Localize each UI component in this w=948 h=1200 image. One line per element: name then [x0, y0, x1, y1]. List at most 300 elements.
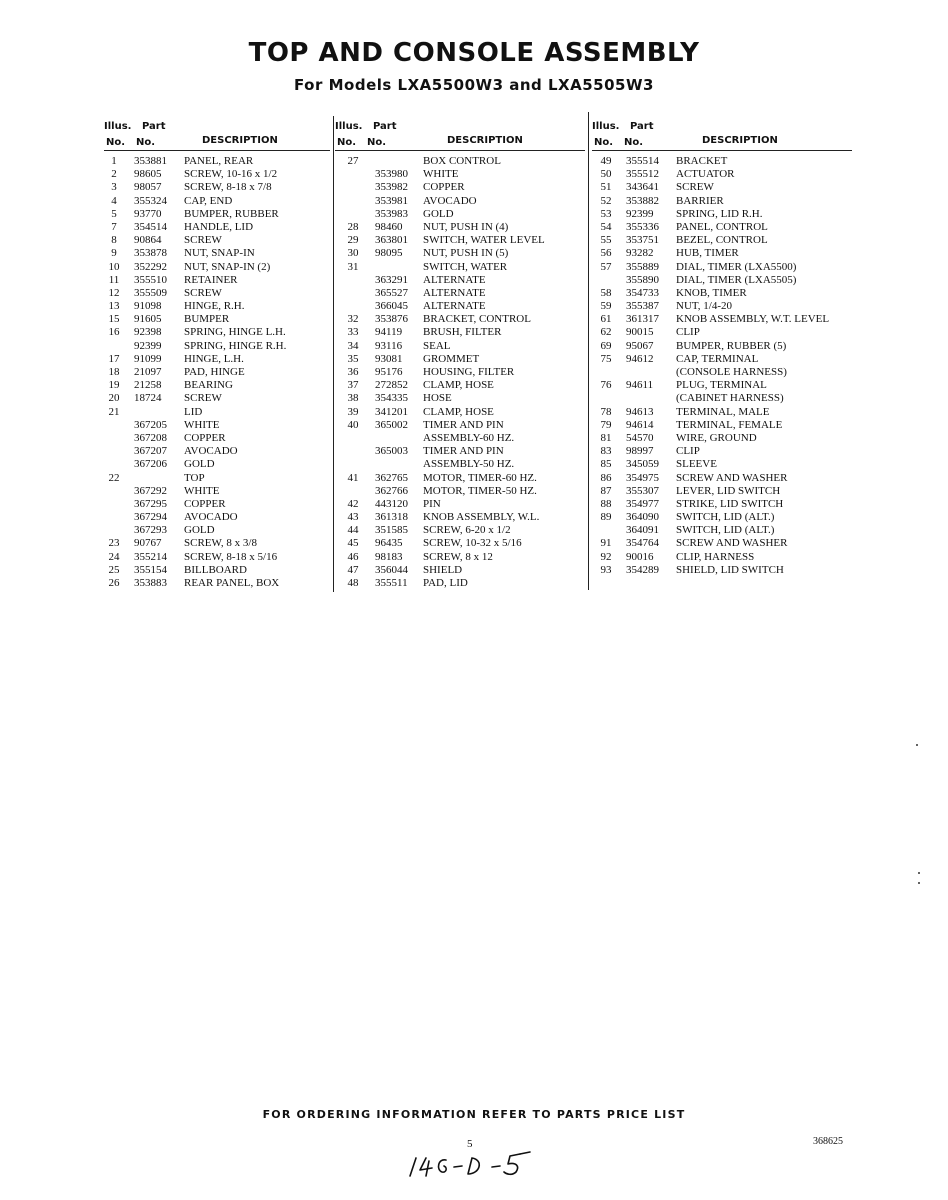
illus-number: 36 — [347, 366, 359, 378]
header-description: DESCRIPTION — [702, 135, 778, 146]
illus-number: 76 — [600, 379, 612, 392]
parts-row — [104, 392, 330, 405]
illus-number: 2 — [111, 168, 117, 181]
header-illus: Illus. — [104, 121, 132, 132]
part-number: 353982 — [375, 181, 408, 194]
illus-number: 38 — [347, 392, 359, 405]
parts-row — [335, 300, 585, 313]
part-number: 95067 — [626, 339, 654, 352]
part-number: 95176 — [375, 366, 403, 378]
part-number: 362765 — [375, 471, 408, 484]
part-number: 353751 — [626, 234, 659, 247]
part-number: 18724 — [134, 392, 162, 405]
part-number: 356044 — [375, 563, 408, 576]
illus-number: 56 — [600, 247, 612, 260]
parts-row — [335, 577, 585, 590]
part-number: 94119 — [375, 326, 403, 339]
part-description: SCREW AND WASHER — [676, 537, 788, 550]
header-illus: Illus. — [335, 121, 363, 132]
parts-row — [592, 392, 852, 405]
illus-number: 11 — [108, 273, 120, 286]
parts-row — [335, 485, 585, 498]
header-part: Part — [142, 121, 166, 132]
part-number: 354764 — [626, 537, 659, 550]
parts-row — [104, 287, 330, 300]
part-description: HANDLE, LID — [184, 220, 254, 233]
illus-number: 42 — [347, 497, 359, 510]
part-description: ASSEMBLY-50 HZ. — [423, 458, 515, 471]
part-description: BRACKET — [676, 155, 728, 167]
part-description: SCREW, 10-32 x 5/16 — [423, 537, 522, 550]
illus-number: 25 — [108, 563, 120, 576]
part-description: BEZEL, CONTROL — [676, 234, 768, 247]
part-number: 343641 — [626, 181, 659, 194]
part-description: PANEL, CONTROL — [676, 220, 768, 233]
part-description: WIRE, GROUND — [676, 431, 757, 444]
parts-row — [592, 168, 852, 181]
part-number: 90015 — [626, 326, 654, 339]
part-number: 90016 — [626, 550, 654, 563]
part-description: CAP, TERMINAL — [676, 352, 759, 365]
parts-row — [592, 261, 852, 274]
illus-number: 29 — [347, 234, 359, 247]
illus-number: 8 — [111, 234, 117, 247]
part-description: ASSEMBLY-60 HZ. — [423, 431, 515, 444]
part-description: SWITCH, LID (ALT.) — [676, 524, 775, 537]
part-description: BARRIER — [676, 194, 724, 207]
parts-row — [335, 392, 585, 405]
part-description: TOP — [184, 471, 205, 484]
parts-row — [335, 234, 585, 247]
header-description: DESCRIPTION — [202, 135, 278, 146]
page-subtitle: For Models LXA5500W3 and LXA5505W3 — [294, 76, 654, 94]
parts-row — [592, 247, 852, 260]
parts-row — [104, 340, 330, 353]
parts-row — [592, 366, 852, 379]
part-description: CLIP — [676, 326, 700, 339]
parts-row — [592, 300, 852, 313]
part-description: COPPER — [184, 431, 226, 444]
part-number: 98095 — [375, 247, 403, 260]
parts-row — [592, 485, 852, 498]
parts-row — [104, 168, 330, 181]
parts-row — [592, 234, 852, 247]
illus-number: 13 — [108, 300, 120, 313]
part-number: 91099 — [134, 352, 162, 365]
part-number: 92399 — [134, 339, 162, 352]
column-divider-1 — [333, 116, 334, 592]
illus-number: 15 — [108, 313, 120, 326]
part-description: GROMMET — [423, 352, 480, 365]
part-number: 365002 — [375, 418, 408, 431]
page-number: 5 — [467, 1138, 473, 1150]
parts-row — [335, 313, 585, 326]
part-description: SCREW — [184, 392, 222, 405]
part-number: 353981 — [375, 194, 408, 207]
part-number: 353883 — [134, 577, 167, 589]
header-part: Part — [630, 121, 654, 132]
column-header — [104, 118, 330, 151]
part-description: PLUG, TERMINAL — [676, 379, 767, 392]
part-number: 92398 — [134, 326, 162, 339]
illus-number: 81 — [600, 431, 612, 444]
part-description: HINGE, L.H. — [184, 352, 244, 365]
part-description: SCREW, 6-20 x 1/2 — [423, 524, 511, 537]
header-description: DESCRIPTION — [447, 135, 523, 146]
part-number: 90767 — [134, 537, 162, 550]
parts-row — [104, 247, 330, 260]
parts-row — [104, 564, 330, 577]
illus-number: 93 — [600, 563, 612, 576]
part-description: ALTERNATE — [423, 300, 486, 313]
parts-row — [104, 208, 330, 221]
part-description: NUT, PUSH IN (4) — [423, 220, 509, 233]
column-header — [592, 118, 852, 151]
part-description: MOTOR, TIMER-60 HZ. — [423, 471, 537, 484]
parts-row — [335, 511, 585, 524]
illus-number: 18 — [108, 366, 120, 378]
illus-number: 41 — [347, 471, 359, 484]
part-description: BUMPER, RUBBER — [184, 207, 279, 220]
illus-number: 16 — [108, 326, 120, 339]
part-number: 352292 — [134, 260, 167, 273]
header-illus-no: No. — [106, 137, 126, 148]
part-description: SEAL — [423, 339, 451, 352]
parts-row — [335, 168, 585, 181]
part-number: 94613 — [626, 405, 654, 418]
parts-row — [104, 379, 330, 392]
part-number: 353881 — [134, 155, 167, 167]
illus-number: 43 — [347, 511, 359, 524]
part-number: 361317 — [626, 313, 659, 326]
part-description: HINGE, R.H. — [184, 300, 245, 313]
parts-row — [335, 221, 585, 234]
parts-row — [335, 458, 585, 471]
illus-number: 7 — [111, 220, 117, 233]
parts-row — [104, 313, 330, 326]
part-number: 355511 — [375, 577, 408, 589]
part-description: NUT, SNAP-IN — [184, 247, 255, 260]
parts-row — [335, 379, 585, 392]
part-number: 90864 — [134, 234, 162, 247]
illus-number: 83 — [600, 445, 612, 458]
part-number: 355324 — [134, 194, 167, 207]
parts-row — [104, 472, 330, 485]
parts-row — [104, 432, 330, 445]
part-description: COPPER — [184, 497, 226, 510]
illus-number: 33 — [347, 326, 359, 339]
parts-row — [335, 432, 585, 445]
part-number: 361318 — [375, 511, 408, 524]
part-number: 353876 — [375, 313, 408, 326]
part-description: BEARING — [184, 379, 233, 392]
part-number: 367205 — [134, 418, 167, 431]
part-description: CLAMP, HOSE — [423, 379, 494, 392]
illus-number: 45 — [347, 537, 359, 550]
part-description: GOLD — [423, 207, 454, 220]
parts-row — [592, 551, 852, 564]
part-number: 367293 — [134, 524, 167, 537]
illus-number: 55 — [600, 234, 612, 247]
parts-row — [104, 406, 330, 419]
column-header — [335, 118, 585, 151]
illus-number: 37 — [347, 379, 359, 392]
illus-number: 30 — [347, 247, 359, 260]
header-part-no: No. — [624, 137, 644, 148]
parts-row — [104, 221, 330, 234]
parts-row — [104, 353, 330, 366]
parts-row — [592, 472, 852, 485]
part-number: 364090 — [626, 511, 659, 524]
illus-number: 26 — [108, 577, 120, 589]
parts-row — [592, 537, 852, 550]
parts-row — [335, 366, 585, 379]
part-number: 94612 — [626, 352, 654, 365]
illus-number: 88 — [600, 497, 612, 510]
part-description: SCREW, 8 x 12 — [423, 550, 493, 563]
illus-number: 40 — [347, 418, 359, 431]
part-description: SLEEVE — [676, 458, 717, 471]
part-number: 367295 — [134, 497, 167, 510]
parts-row — [592, 524, 852, 537]
illus-number: 44 — [347, 524, 359, 537]
parts-row — [335, 261, 585, 274]
parts-rows — [335, 155, 585, 590]
parts-row — [104, 300, 330, 313]
parts-row — [592, 195, 852, 208]
illus-number: 9 — [111, 247, 117, 260]
parts-row — [592, 340, 852, 353]
illus-number: 24 — [108, 550, 120, 563]
part-description: PAD, LID — [423, 577, 468, 589]
illus-number: 78 — [600, 405, 612, 418]
part-number: 354733 — [626, 286, 659, 299]
part-description: SCREW AND WASHER — [676, 471, 788, 484]
part-description: CLIP, HARNESS — [676, 550, 755, 563]
parts-row — [104, 551, 330, 564]
illus-number: 47 — [347, 563, 359, 576]
part-number: 98997 — [626, 445, 654, 458]
parts-row — [335, 155, 585, 168]
part-description: ALTERNATE — [423, 273, 486, 286]
illus-number: 17 — [108, 352, 120, 365]
illus-number: 39 — [347, 405, 359, 418]
part-description: (CABINET HARNESS) — [676, 392, 784, 405]
part-number: 91098 — [134, 300, 162, 313]
part-description: SPRING, HINGE L.H. — [184, 326, 286, 339]
parts-row — [592, 511, 852, 524]
part-description: ACTUATOR — [676, 168, 735, 181]
parts-row — [592, 445, 852, 458]
illus-number: 12 — [108, 286, 120, 299]
part-description: BRUSH, FILTER — [423, 326, 502, 339]
illus-number: 91 — [600, 537, 612, 550]
part-number: 355512 — [626, 168, 659, 181]
part-description: BILLBOARD — [184, 563, 247, 576]
illus-number: 20 — [108, 392, 120, 405]
illus-number: 10 — [108, 260, 120, 273]
part-description: LID — [184, 405, 203, 418]
illus-number: 23 — [108, 537, 120, 550]
part-number: 91605 — [134, 313, 162, 326]
part-number: 367294 — [134, 511, 167, 524]
part-number: 365527 — [375, 286, 408, 299]
illus-number: 46 — [347, 550, 359, 563]
parts-row — [335, 551, 585, 564]
part-description: STRIKE, LID SWITCH — [676, 497, 784, 510]
illus-number: 87 — [600, 484, 612, 497]
part-number: 353983 — [375, 207, 408, 220]
part-description: SHIELD, LID SWITCH — [676, 563, 784, 576]
part-description: TIMER AND PIN — [423, 418, 504, 431]
part-number: 367206 — [134, 458, 167, 471]
part-number: 364091 — [626, 524, 659, 537]
part-description: WHITE — [184, 418, 220, 431]
column-divider-2 — [588, 112, 589, 590]
illus-number: 92 — [600, 550, 612, 563]
document-number: 368625 — [813, 1136, 843, 1147]
part-number: 355510 — [134, 273, 167, 286]
part-description: BRACKET, CONTROL — [423, 313, 531, 326]
part-number: 355387 — [626, 300, 659, 313]
part-number: 98460 — [375, 220, 403, 233]
parts-row — [335, 181, 585, 194]
illus-number: 69 — [600, 339, 612, 352]
ordering-footer: FOR ORDERING INFORMATION REFER TO PARTS PRICE LIST — [262, 1108, 686, 1121]
illus-number: 50 — [600, 168, 612, 181]
parts-row — [592, 208, 852, 221]
part-description: SPRING, HINGE R.H. — [184, 339, 287, 352]
parts-row — [592, 432, 852, 445]
parts-row — [335, 208, 585, 221]
parts-row — [104, 181, 330, 194]
part-description: AVOCADO — [184, 445, 238, 458]
part-number: 354514 — [134, 220, 167, 233]
part-description: GOLD — [184, 524, 215, 537]
part-description: BUMPER — [184, 313, 230, 326]
part-description: PANEL, REAR — [184, 155, 254, 167]
part-number: 92399 — [626, 207, 654, 220]
parts-row — [335, 274, 585, 287]
part-description: ALTERNATE — [423, 286, 486, 299]
part-number: 353878 — [134, 247, 167, 260]
part-description: COPPER — [423, 181, 465, 194]
illus-number: 5 — [111, 207, 117, 220]
parts-row — [104, 274, 330, 287]
parts-rows — [104, 155, 330, 590]
part-number: 353882 — [626, 194, 659, 207]
part-number: 362766 — [375, 484, 408, 497]
part-number: 93081 — [375, 352, 403, 365]
parts-row — [335, 406, 585, 419]
parts-row — [335, 419, 585, 432]
parts-row — [592, 181, 852, 194]
parts-row — [335, 524, 585, 537]
parts-row — [592, 564, 852, 577]
part-description: PAD, HINGE — [184, 366, 245, 378]
part-description: SCREW, 8-18 x 5/16 — [184, 550, 278, 563]
part-number: 367292 — [134, 484, 167, 497]
part-description: SCREW, 8 x 3/8 — [184, 537, 257, 550]
parts-column-1 — [104, 118, 330, 590]
parts-row — [335, 498, 585, 511]
part-description: WHITE — [423, 168, 459, 181]
part-description: KNOB, TIMER — [676, 286, 747, 299]
header-part: Part — [373, 121, 397, 132]
part-number: 94611 — [626, 379, 654, 392]
part-number: 93116 — [375, 339, 403, 352]
part-description: REAR PANEL, BOX — [184, 577, 280, 589]
part-description: CLAMP, HOSE — [423, 405, 494, 418]
parts-row — [592, 221, 852, 234]
part-description: DIAL, TIMER (LXA5500) — [676, 260, 797, 273]
part-description: SHIELD — [423, 563, 463, 576]
part-number: 54570 — [626, 431, 654, 444]
part-number: 355509 — [134, 286, 167, 299]
parts-row — [592, 458, 852, 471]
part-description: SCREW — [184, 234, 222, 247]
parts-row — [335, 353, 585, 366]
illus-number: 53 — [600, 207, 612, 220]
illus-number: 32 — [347, 313, 359, 326]
parts-row — [104, 458, 330, 471]
parts-row — [104, 261, 330, 274]
illus-number: 3 — [111, 181, 117, 194]
part-number: 21258 — [134, 379, 162, 392]
part-number: 272852 — [375, 379, 408, 392]
illus-number: 89 — [600, 511, 612, 524]
part-number: 355336 — [626, 220, 659, 233]
illus-number: 51 — [600, 181, 612, 194]
header-part-no: No. — [136, 137, 156, 148]
part-number: 366045 — [375, 300, 408, 313]
parts-row — [592, 287, 852, 300]
part-description: SWITCH, WATER — [423, 260, 508, 273]
illus-number: 79 — [600, 418, 612, 431]
part-description: CLIP — [676, 445, 700, 458]
part-description: BOX CONTROL — [423, 155, 501, 167]
parts-row — [592, 353, 852, 366]
part-number: 355890 — [626, 273, 659, 286]
parts-row — [335, 445, 585, 458]
page-title: TOP AND CONSOLE ASSEMBLY — [248, 38, 700, 68]
part-description: AVOCADO — [184, 511, 238, 524]
part-description: SWITCH, WATER LEVEL — [423, 234, 545, 247]
parts-row — [592, 379, 852, 392]
parts-row — [592, 313, 852, 326]
part-number: 94614 — [626, 418, 654, 431]
part-description: PIN — [423, 497, 441, 510]
illus-number: 28 — [347, 220, 359, 233]
parts-row — [104, 445, 330, 458]
part-description: KNOB ASSEMBLY, W.T. LEVEL — [676, 313, 830, 326]
parts-row — [592, 274, 852, 287]
parts-row — [104, 326, 330, 339]
parts-row — [592, 419, 852, 432]
part-description: (CONSOLE HARNESS) — [676, 366, 787, 378]
parts-row — [104, 511, 330, 524]
illus-number: 52 — [600, 194, 612, 207]
part-description: WHITE — [184, 484, 220, 497]
illus-number: 22 — [108, 471, 120, 484]
part-number: 98605 — [134, 168, 162, 181]
parts-row — [104, 524, 330, 537]
parts-row — [104, 577, 330, 590]
illus-number: 75 — [600, 352, 612, 365]
part-description: SWITCH, LID (ALT.) — [676, 511, 775, 524]
part-number: 96435 — [375, 537, 403, 550]
part-description: SCREW — [676, 181, 714, 194]
